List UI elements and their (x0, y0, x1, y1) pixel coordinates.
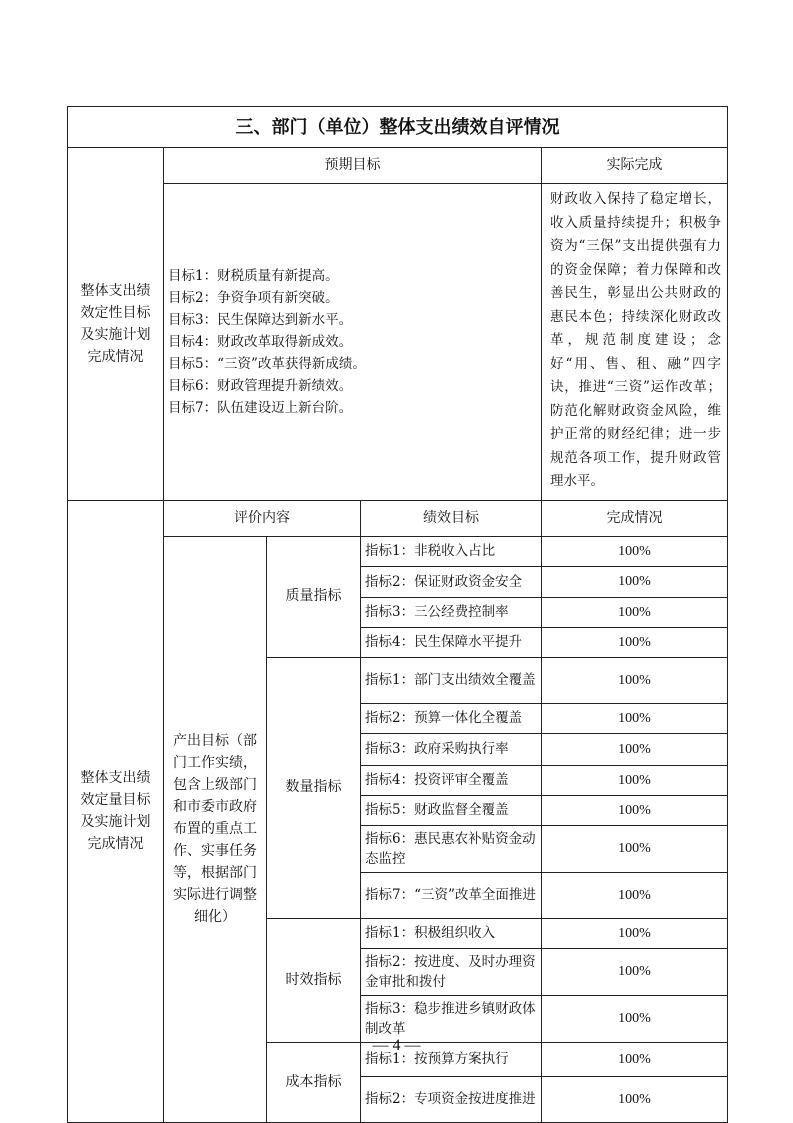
indicator-label: 指标1：积极组织收入 (361, 918, 542, 948)
goal-item: 目标2：争资争项有新突破。 (168, 289, 339, 306)
indicator-label: 指标3：稳步推进乡镇财政体制改革 (361, 995, 542, 1042)
indicator-label: 指标1：按预算方案执行 (361, 1042, 542, 1076)
indicator-label: 指标3：三公经费控制率 (361, 597, 542, 627)
indicator-value: 100% (542, 872, 728, 918)
page-number: — 4 — (372, 1037, 421, 1054)
goal-item: 目标6：财政管理提升新绩效。 (168, 377, 353, 394)
indicator-label: 指标6：惠民惠农补贴资金动态监控 (361, 825, 542, 872)
expected-header: 预期目标 (164, 148, 542, 184)
goal-item: 目标4：财政改革取得新成效。 (168, 333, 353, 350)
output-target-label: 产出目标（部门工作实绩，包含上级部门和市委市政府布置的重点工作、实事任务等，根据部门实际进行调整细化） (164, 536, 267, 1122)
indicator-value: 100% (542, 733, 728, 765)
indicator-value: 100% (542, 1042, 728, 1076)
indicator-value: 100% (542, 948, 728, 995)
qualitative-label: 整体支出绩效定性目标及实施计划完成情况 (68, 148, 164, 501)
goal-item: 目标3：民生保障达到新水平。 (168, 311, 353, 328)
indicator-label: 指标2：专项资金按进度推进 (361, 1076, 542, 1122)
indicator-value: 100% (542, 995, 728, 1042)
indicator-value: 100% (542, 765, 728, 795)
indicator-value: 100% (542, 627, 728, 657)
goal-item: 目标7：队伍建设迈上新台阶。 (168, 399, 353, 416)
indicator-label: 指标2：保证财政资金安全 (361, 566, 542, 597)
indicator-value: 100% (542, 703, 728, 733)
indicator-value: 100% (542, 566, 728, 597)
indicator-label: 指标1：非税收入占比 (361, 536, 542, 566)
indicator-value: 100% (542, 536, 728, 566)
expected-goals-list (164, 184, 542, 501)
indicator-label: 指标5：财政监督全覆盖 (361, 795, 542, 825)
indicator-value: 100% (542, 795, 728, 825)
section-title: 三、部门（单位）整体支出绩效自评情况 (68, 107, 728, 148)
self-evaluation-table (67, 106, 728, 1123)
indicator-label: 指标7：“三资”改革全面推进 (361, 872, 542, 918)
indicator-label: 指标1：部门支出绩效全覆盖 (361, 657, 542, 703)
indicator-value: 100% (542, 918, 728, 948)
target-header: 绩效目标 (361, 500, 542, 536)
content-header: 评价内容 (164, 500, 361, 536)
group-cost: 成本指标 (267, 1042, 361, 1122)
indicator-label: 指标4：投资评审全覆盖 (361, 765, 542, 795)
quantitative-label: 整体支出绩效定量目标及实施计划完成情况 (68, 500, 164, 1122)
indicator-label: 指标2：按进度、及时办理资金审批和拨付 (361, 948, 542, 995)
indicator-label: 指标4：民生保障水平提升 (361, 627, 542, 657)
goal-item: 目标1：财税质量有新提高。 (168, 267, 339, 284)
indicator-value: 100% (542, 597, 728, 627)
group-quantity: 数量指标 (267, 657, 361, 918)
indicator-label: 指标2：预算一体化全覆盖 (361, 703, 542, 733)
indicator-label: 指标3：政府采购执行率 (361, 733, 542, 765)
actual-completion-text: 财政收入保持了稳定增长，收入质量持续提升；积极争资为“三保”支出提供强有力的资金保障；着力保障和改善民生，彰显出公共财政的惠民本色；持续深化财政改革，规范制度建设；念好“用、售、租、融”四字诀，推进“三资”运作改革；防范化解财政资金风险，维护正常的财经纪律；进一步规范各项工作，提升财政管理水平。 (542, 184, 728, 501)
group-quality: 质量指标 (267, 536, 361, 657)
indicator-value: 100% (542, 825, 728, 872)
actual-header: 实际完成 (542, 148, 728, 184)
indicator-value: 100% (542, 657, 728, 703)
group-timeliness: 时效指标 (267, 918, 361, 1042)
goal-item: 目标5：“三资”改革获得新成绩。 (168, 355, 366, 372)
indicator-value: 100% (542, 1076, 728, 1122)
status-header: 完成情况 (542, 500, 728, 536)
